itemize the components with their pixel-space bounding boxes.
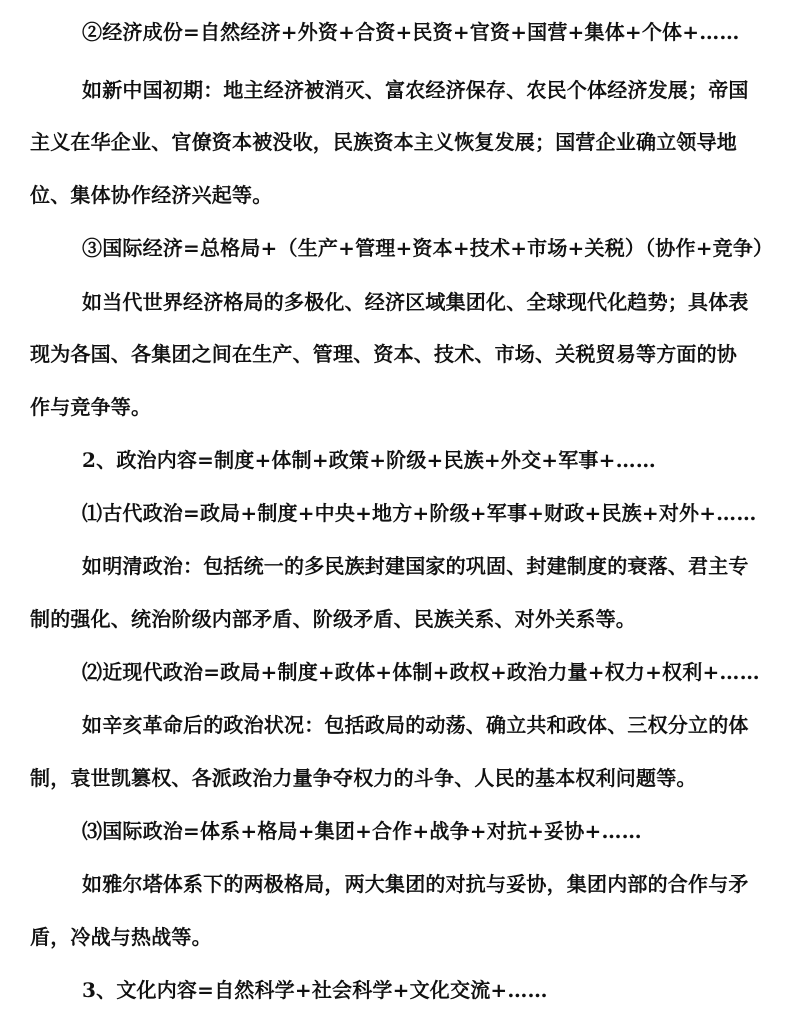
econ-component-heading: ②经济成份=自然经济+外资+合资+民资+官资+国营+集体+个体+……: [82, 20, 740, 44]
modern-politics-heading: ⑵近现代政治=政局+制度+政体+体制+政权+政治力量+权力+权利+……: [82, 660, 760, 684]
intl-econ-example-line-1: 如当代世界经济格局的多极化、经济区域集团化、全球现代化趋势；具体表: [82, 290, 749, 314]
ancient-politics-heading: ⑴古代政治=政局+制度+中央+地方+阶级+军事+财政+民族+对外+……: [82, 501, 757, 525]
modern-politics-example-line-1: 如辛亥革命后的政治状况：包括政局的动荡、确立共和政体、三权分立的体: [82, 713, 749, 737]
intl-econ-example-line-3: 作与竞争等。: [30, 395, 152, 419]
ancient-politics-example-line-2: 制的强化、统治阶级内部矛盾、阶级矛盾、民族关系、对外关系等。: [30, 607, 636, 631]
culture-heading: 3、文化内容=自然科学+社会科学+文化交流+……: [82, 978, 548, 1002]
econ-component-example-line-1: 如新中国初期：地主经济被消灭、富农经济保存、农民个体经济发展；帝国: [82, 78, 749, 102]
intl-econ-heading: ③国际经济=总格局+（生产+管理+资本+技术+市场+关税）（协作+竞争）: [82, 236, 774, 260]
ancient-politics-example-line-1: 如明清政治：包括统一的多民族封建国家的巩固、封建制度的衰落、君主专: [82, 554, 749, 578]
politics-heading: 2、政治内容=制度+体制+政策+阶级+民族+外交+军事+……: [82, 448, 656, 472]
modern-politics-example-line-2: 制，袁世凯篡权、各派政治力量争夺权力的斗争、人民的基本权利问题等。: [30, 766, 697, 790]
intl-econ-example-line-2: 现为各国、各集团之间在生产、管理、资本、技术、市场、关税贸易等方面的协: [30, 342, 737, 366]
intl-politics-example-line-1: 如雅尔塔体系下的两极格局，两大集团的对抗与妥协，集团内部的合作与矛: [82, 872, 749, 896]
econ-component-example-line-2: 主义在华企业、官僚资本被没收，民族资本主义恢复发展；国营企业确立领导地: [30, 130, 737, 154]
intl-politics-example-line-2: 盾，冷战与热战等。: [30, 925, 212, 949]
intl-politics-heading: ⑶国际政治=体系+格局+集团+合作+战争+对抗+妥协+……: [82, 819, 642, 843]
econ-component-example-line-3: 位、集体协作经济兴起等。: [30, 183, 273, 207]
